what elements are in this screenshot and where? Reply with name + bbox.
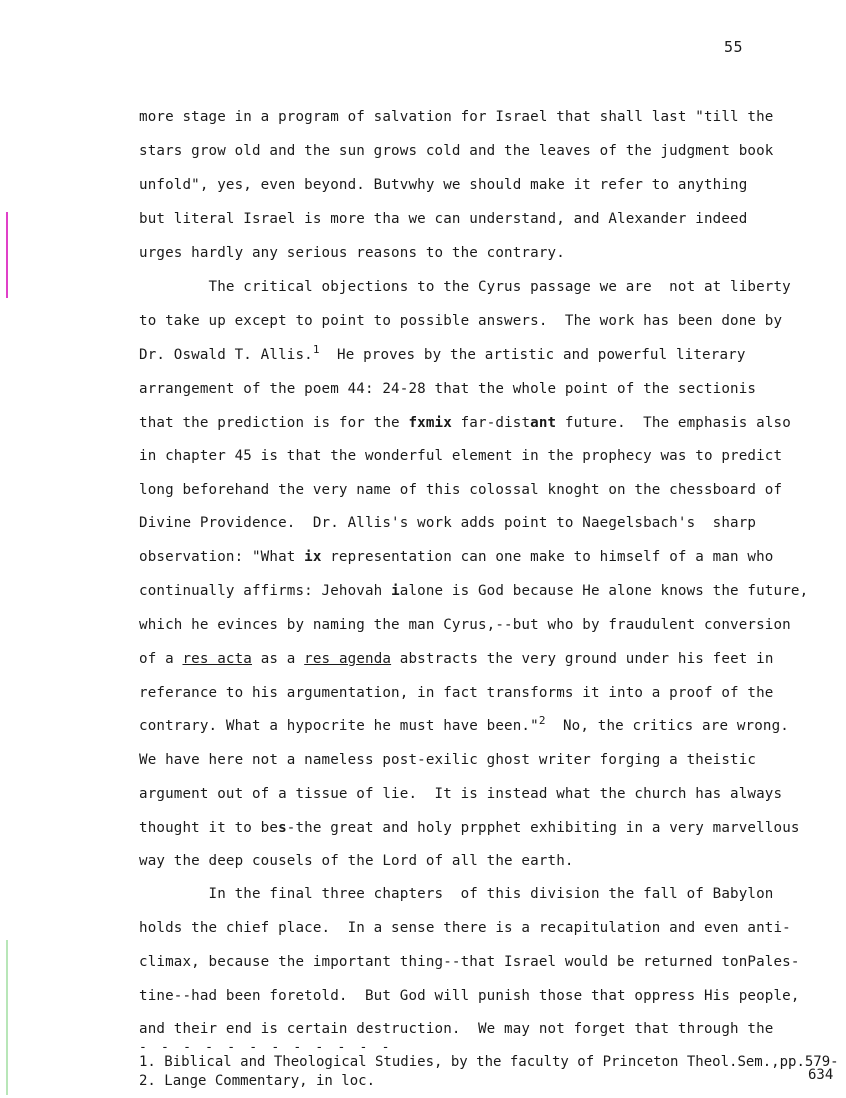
text-segment: of a [139, 651, 183, 667]
body-line: argument out of a tissue of lie. It is instead what the church has always [139, 786, 783, 802]
text-segment: No, the critics are wrong. [545, 718, 789, 734]
footnote-divider: - - - - - - - - - - - - [139, 1040, 393, 1055]
text-segment: continually affirms: Jehovah [139, 583, 392, 599]
body-line: way the deep cousels of the Lord of all the earth. [139, 853, 574, 869]
footnote-page-continuation: 634 [808, 1067, 834, 1083]
struck-text: fxmix [408, 415, 452, 431]
text-segment: that the prediction is for the [139, 415, 409, 431]
body-line: urges hardly any serious reasons to the contrary. [139, 245, 565, 261]
struck-text: ant [530, 415, 557, 431]
footnote-ref-2: 2 [538, 714, 546, 727]
body-line: but literal Israel is more tha we can understand, and Alexander indeed [139, 211, 748, 227]
struck-text: ix [304, 549, 322, 565]
body-line: to take up except to point to possible answers. The work has been done by [139, 313, 783, 329]
footnote-ref-1: 1 [312, 343, 320, 356]
struck-text: s [278, 820, 287, 836]
footnote-1: 1. Biblical and Theological Studies, by the faculty of Princeton Theol.Sem.,pp.579- [139, 1054, 839, 1070]
body-line: climax, because the important thing--that Israel would be returned tonPales- [139, 954, 800, 970]
text-segment: future. The emphasis also [556, 415, 791, 431]
text-segment: He proves by the artistic and powerful literary [319, 347, 746, 363]
latin-phrase: res acta [182, 651, 253, 667]
body-line [139, 819, 800, 837]
text-segment: -the great and holy prpphet exhibiting in a very marvellous [286, 820, 800, 836]
body-line [139, 343, 746, 364]
body-line: referance to his argumentation, in fact transforms it into a proof of the [139, 685, 774, 701]
body-line: The critical objections to the Cyrus passage we are not at liberty [139, 279, 791, 295]
text-segment: observation: "What [139, 549, 305, 565]
body-line: holds the chief place. In a sense there is a recapitulation and even anti- [139, 920, 791, 936]
body-line: We have here not a nameless post-exilic ghost writer forging a theistic [139, 752, 757, 768]
body-line: stars grow old and the sun grows cold and the leaves of the judgment book [139, 143, 774, 159]
body-line [139, 650, 774, 668]
text-segment: representation can one make to himself of a man who [321, 549, 774, 565]
body-line: Divine Providence. Dr. Allis's work adds point to Naegelsbach's sharp [139, 515, 757, 531]
body-line: In the final three chapters of this division the fall of Babylon [139, 886, 774, 902]
page-number: 55 [724, 38, 744, 56]
body-line [139, 414, 791, 432]
body-line: tine--had been foretold. But God will punish those that oppress His people, [139, 988, 800, 1004]
margin-tint-mark [6, 940, 8, 1095]
body-line [139, 582, 808, 600]
body-line: long beforehand the very name of this colossal knoght on the chessboard of [139, 482, 783, 498]
body-line: and their end is certain destruction. We may not forget that through the [139, 1021, 774, 1037]
text-segment: Dr. Oswald T. Allis. [139, 347, 313, 363]
footnote-2: 2. Lange Commentary, in loc. [139, 1073, 376, 1089]
body-line: unfold", yes, even beyond. Butvwhy we should make it refer to anything [139, 177, 748, 193]
body-line [139, 714, 789, 735]
body-line: which he evinces by naming the man Cyrus,--but who by fraudulent conversion [139, 617, 791, 633]
body-line: in chapter 45 is that the wonderful element in the prophecy was to predict [139, 448, 783, 464]
text-segment: as a [252, 651, 305, 667]
latin-phrase: res agenda [304, 651, 392, 667]
text-segment: alone is God because He alone knows the future, [399, 583, 809, 599]
body-line [139, 548, 774, 566]
text-segment: far-dist [451, 415, 531, 431]
text-segment: abstracts the very ground under his feet in [391, 651, 774, 667]
body-line: more stage in a program of salvation for Israel that shall last "till the [139, 109, 774, 125]
text-segment: contrary. What a hypocrite he must have been." [139, 718, 539, 734]
struck-text: i [391, 583, 400, 599]
text-segment: thought it to be [139, 820, 279, 836]
margin-highlight-mark [6, 212, 8, 298]
body-line: arrangement of the poem 44: 24-28 that the whole point of the sectionis [139, 381, 757, 397]
